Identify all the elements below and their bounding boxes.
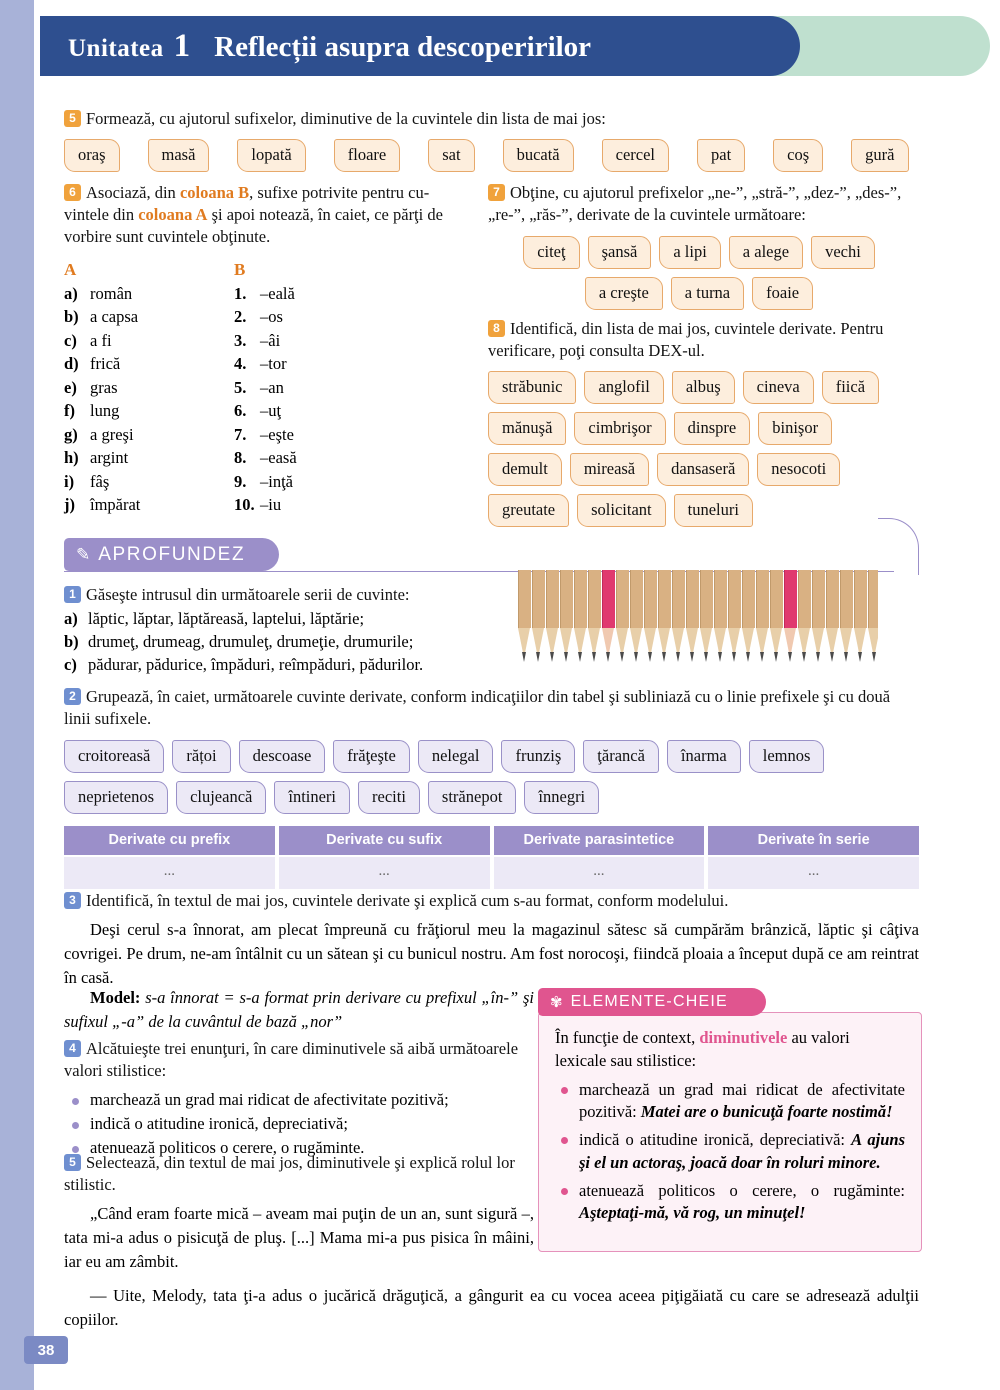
list-item-key: 1. [234,283,247,303]
word-chip[interactable]: străbunic [488,371,576,404]
word-chip[interactable]: binişor [758,412,832,445]
intro-before: În funcţie de context, [555,1028,700,1047]
list-item-key: c) [64,654,77,674]
word-chip[interactable]: nelegal [418,740,494,773]
aprofundez-banner [64,538,279,571]
table-header-row [64,826,919,855]
exercise-8-number: 8 [488,320,505,337]
list-item [64,331,234,351]
exercise-8-prompt [488,318,918,362]
word-chip[interactable]: masă [148,139,210,172]
word-chip[interactable]: cimbrişor [574,412,665,445]
list-item [234,354,404,374]
word-chip[interactable]: mireasă [570,453,649,486]
aprofundez-exercise-5 [64,1152,534,1274]
gear-flower-icon: ✾ [550,994,563,1011]
exercise-5-prompt [64,108,924,130]
list-item-value: a capsa [90,307,139,327]
list-item-text: atenuează politicos o cerere, o rugăminte: [579,1180,905,1200]
aprofundez-4-prompt [64,1038,534,1082]
exercise-7-text: Obţine, cu ajutorul prefixelor „ne-”, „stră-”, „dez-”, „des-”, „re-”, „răs-”, derivate de la cuvintele următoare: [488,183,902,224]
word-chip[interactable]: croitoreasă [64,740,164,773]
list-item-value: –eşte [260,424,294,444]
word-chip[interactable]: clujeancă [176,781,266,814]
aprofundez-4-list [64,1090,534,1158]
aprofundez-2-text: Grupează, în caiet, următoarele cuvinte derivate, conform indicaţiilor din tabel şi subliniază cu o linie prefixele şi cu două linii sufixele. [64,687,891,728]
list-item-value: –inţă [260,471,293,491]
word-chip[interactable]: demult [488,453,562,486]
list-item [64,609,509,629]
list-item [64,425,234,445]
word-chip[interactable]: înarma [667,740,741,773]
list-item-value: –easă [260,448,297,468]
table-column-header: Derivate cu prefix [64,826,275,855]
list-item [234,448,404,468]
list-item [234,425,404,445]
word-chip[interactable]: lemnos [749,740,825,773]
list-item-value: –tor [260,354,287,374]
word-chip[interactable]: gură [851,139,908,172]
list-item-key: 10. [234,495,255,515]
aprofundez-2-number: 2 [64,688,81,705]
aprofundez-exercise-3 [64,890,919,990]
word-chip[interactable]: neprietenos [64,781,168,814]
table-cell[interactable]: ... [494,857,705,889]
list-item [64,495,234,515]
exercise-6-text-before: Asociază, din [86,183,180,202]
list-item: marchează un grad mai ridicat de afectivitate pozitivă; [64,1090,534,1110]
table-row [64,857,919,889]
exercise-6-column-a [64,260,234,519]
model-block [64,980,534,1034]
aprofundez-3-prompt [64,890,919,912]
word-chip[interactable]: vechi [811,236,875,269]
word-chip[interactable]: bucată [503,139,574,172]
list-item-key: d) [64,354,79,374]
word-chip[interactable]: nesocoti [757,453,840,486]
word-chip[interactable]: rățoi [172,740,230,773]
exercise-5-chip-list [64,139,924,180]
word-chip[interactable]: sat [428,139,474,172]
pen-icon: ✎ [76,544,91,564]
list-item-text: indică o atitudine ironică, depreciativă: [579,1130,852,1150]
list-item-value: –iu [260,495,282,515]
list-item-example: A ajuns şi el un actoraş, joacă doar în roluri minore. [579,1130,905,1172]
word-chip[interactable]: lopată [237,139,305,172]
list-item-value: român [90,283,133,303]
list-item-key: 5. [234,377,247,397]
derivate-table [64,826,919,889]
exercise-7 [488,182,918,318]
elemente-cheie-box [538,1012,922,1252]
exercise-8-text: Identifică, din lista de mai jos, cuvintele derivate. Pentru verificare, poţi consulta DEX-ul. [488,319,884,360]
exercise-8 [488,318,918,535]
list-item-key: 7. [234,424,247,444]
list-item [234,495,404,515]
list-item [234,331,404,351]
column-a-header: A [64,259,77,279]
exercise-5-text: Formează, cu ajutorul sufixelor, diminutive de la cuvintele din lista de mai jos: [86,109,606,128]
elemente-cheie-intro [555,1027,905,1073]
list-item-value: frică [90,354,121,374]
page-title: Reflecții asupra descoperirilor [214,30,592,63]
list-item-value: –an [260,377,284,397]
list-item-value: lung [90,401,120,421]
coloana-a-label: coloana A [138,204,208,224]
word-chip[interactable]: solicitant [577,494,666,527]
exercise-7-chip-list [488,236,918,318]
tail-paragraph: — Uite, Melody, tata ţi-a adus o jucărică drăguţică, a gângurit ea cu vocea aceea piţigăiată cu care se adresează adulţii copiilor. [64,1286,919,1329]
exercise-5 [64,108,924,180]
table-column-header: Derivate parasintetice [494,826,705,855]
word-chip[interactable]: strănepot [428,781,516,814]
list-item: indică o atitudine ironică, depreciativă; [64,1114,534,1134]
list-item [64,401,234,421]
word-chip[interactable]: tuneluri [674,494,753,527]
list-item [555,1129,905,1175]
table-column-header: Derivate în serie [708,826,919,855]
aprofundez-4-text: Alcătuieşte trei enunţuri, în care diminutivele să aibă următoarele valori stilistice: [64,1039,519,1080]
aprofundez-1-prompt [64,584,509,606]
list-item-key: 4. [234,354,247,374]
list-item-value: a fi [90,330,112,350]
aprofundez-1-number: 1 [64,586,81,603]
aprofundez-exercise-4 [64,1038,534,1162]
aprofundez-3-number: 3 [64,892,81,909]
aprofundez-3-paragraph: Deşi cerul s-a înnorat, am plecat împreună cu frăţiorul meu la magazinul sătesc să cumpărăm brânzică, lăptic şi câţiva covrigei. Pe drum, ne-am întâlnit cu un sătean şi cu bunicul nostru. Am fost norocoşi, fiindcă ploaia a început după ce am reintrat în casă. [64,919,919,987]
left-decorative-bar [0,0,34,1390]
list-item-key: 3. [234,330,247,350]
word-chip[interactable]: înnegri [524,781,599,814]
aprofundez-2-chip-list [64,740,924,822]
unit-number: 1 [173,27,191,64]
list-item [64,284,234,304]
exercise-6-prompt [64,182,469,248]
exercise-6-lists [64,260,469,519]
coloana-b-label: coloana B [179,183,250,202]
exercise-6-column-b [234,260,404,519]
exercise-8-chip-list [488,371,918,535]
diminutivele-highlight: diminutivele [699,1028,788,1047]
word-chip[interactable]: greutate [488,494,569,527]
word-chip[interactable]: a turna [671,277,744,310]
list-item [555,1180,905,1226]
list-item-value: –eală [260,283,295,303]
word-chip[interactable]: coş [773,139,823,172]
word-chip[interactable]: fiică [822,371,879,404]
word-chip[interactable]: dinspre [674,412,751,445]
list-item [234,472,404,492]
word-chip[interactable]: întineri [274,781,350,814]
pencils-illustration [518,570,878,670]
list-item-value: fâş [90,471,110,491]
list-item-key: a) [64,283,78,303]
aprofundez-5-quote: „Când eram foarte mică – aveam mai puţin de un an, sunt sigură –, tata mi-a adus o pisicuţă de pluş. [...] Mama mi-a pus pisica în mâini, iar eu am zâmbit. [64,1203,534,1271]
list-item-key: j) [64,495,75,515]
header-title-group [40,28,591,65]
list-item-key: i) [64,471,75,491]
word-chip[interactable]: foaie [752,277,813,310]
exercise-6-text-after: şi apoi notează, în caiet, ce părţi de vorbire sunt cuvintele obţinute. [64,204,443,246]
word-chip[interactable]: şansă [588,236,652,269]
list-item [234,307,404,327]
word-chip[interactable]: a creşte [585,277,663,310]
list-item [64,632,509,652]
list-item [234,284,404,304]
list-item-key: a) [64,608,78,628]
list-item [555,1079,905,1125]
word-chip[interactable]: cercel [602,139,669,172]
intro-after: au valori lexicale sau stilistice: [555,1028,850,1070]
table-cell[interactable]: ... [64,857,275,889]
aprofundez-3-text: Identifică, în textul de mai jos, cuvintele derivate şi explică cum s-au format, conform modelului. [86,891,729,910]
list-item-value: lăptic, lăptar, lăptăreasă, laptelui, lăptărie; [88,608,365,628]
list-item-key: h) [64,448,79,468]
list-item-value: –âi [260,330,281,350]
aprofundez-label: APROFUNDEZ [98,543,246,565]
exercise-6-text-mid: , sufixe potrivite pentru cu-vintele din [64,183,430,224]
left-decorative-inner [34,0,40,1390]
list-item-key: e) [64,377,77,397]
elemente-cheie-label: ELEMENTE-CHEIE [570,993,728,1010]
list-item-text: marchează un grad mai ridicat de afectivitate pozitivă: [579,1079,905,1122]
word-chip[interactable]: anglofil [584,371,663,404]
aprofundez-4-number: 4 [64,1040,81,1057]
aprofundez-5-number: 5 [64,1154,81,1171]
table-cell[interactable]: ... [279,857,490,889]
list-item-value: –uţ [260,401,282,421]
list-item-value: –os [260,307,283,327]
list-item-example: Aşteptaţi-mă, vă rog, un minuţel! [579,1203,806,1223]
aprofundez-1-text: Găseşte intrusul din următoarele serii de cuvinte: [86,585,410,604]
exercise-6-number: 6 [64,184,81,201]
table-cell[interactable]: ... [708,857,919,889]
list-item [234,401,404,421]
word-chip[interactable]: dansaseră [657,453,749,486]
word-chip[interactable]: reciti [358,781,420,814]
list-item-key: 6. [234,401,247,421]
word-chip[interactable]: mănuşă [488,412,566,445]
list-item-key: c) [64,330,77,350]
list-item-value: pădurar, pădurice, împăduri, reîmpăduri, pădurilor. [88,654,424,674]
elemente-cheie-content [539,1013,921,1240]
elemente-cheie-tab [538,988,766,1016]
list-item-key: b) [64,307,79,327]
table-column-header: Derivate cu sufix [279,826,490,855]
list-item-key: f) [64,401,75,421]
word-chip[interactable]: frunziş [501,740,575,773]
word-chip[interactable]: albuş [672,371,735,404]
word-chip[interactable]: frăţeşte [333,740,410,773]
exercise-6 [64,182,469,519]
list-item [234,378,404,398]
list-item-key: 8. [234,448,247,468]
column-b-header: B [234,259,246,279]
aprofundez-exercise-2 [64,686,919,730]
word-chip[interactable]: pat [697,139,745,172]
list-item-key: g) [64,424,78,444]
unit-header [40,16,800,76]
word-chip[interactable]: a alege [729,236,803,269]
model-paragraph [64,986,534,1034]
word-chip[interactable]: a lipi [659,236,720,269]
aprofundez-5-prompt [64,1152,534,1196]
word-chip[interactable]: floare [334,139,400,172]
list-item-key: 9. [234,471,247,491]
model-text: s-a înnorat = s-a format prin derivare cu prefixul „în-” şi sufixul „-a” de la cuvântul de bază „nor” [64,988,534,1031]
list-item [64,472,234,492]
exercise-5-number: 5 [64,110,81,127]
list-item [64,307,234,327]
list-item-value: gras [90,377,118,397]
list-item-key: b) [64,631,79,651]
word-chip[interactable]: descoase [239,740,326,773]
list-item-value: a greşi [90,424,134,444]
aprofundez-5-tail [64,1278,919,1332]
word-chip[interactable]: oraş [64,139,120,172]
list-item-key: 2. [234,307,247,327]
unit-word: Unitatea [68,34,164,62]
exercise-7-number: 7 [488,184,505,201]
list-item-value: împărat [90,495,141,515]
model-label: Model: [90,988,141,1007]
list-item-example: Matei are o bunicuţă foarte nostimă! [640,1102,893,1122]
aprofundez-exercise-1 [64,584,509,675]
exercise-7-prompt [488,182,918,226]
list-item: atenuează politicos o cerere, o rugăminte. [64,1138,534,1158]
list-item [64,378,234,398]
list-item-value: drumeţ, drumeag, drumuleţ, drumeţie, drumurile; [88,631,414,651]
list-item-value: argint [90,448,129,468]
page-number: 38 [24,1336,68,1364]
list-item [64,448,234,468]
aprofundez-2-prompt [64,686,919,730]
word-chip[interactable]: cineva [743,371,814,404]
word-chip[interactable]: ţărancă [583,740,659,773]
list-item [64,354,234,374]
elemente-cheie-list [555,1079,905,1226]
word-chip[interactable]: citeţ [523,236,579,269]
aprofundez-5-text: Selectează, din textul de mai jos, diminutivele şi explică rolul lor stilistic. [64,1153,515,1194]
list-item [64,655,509,675]
